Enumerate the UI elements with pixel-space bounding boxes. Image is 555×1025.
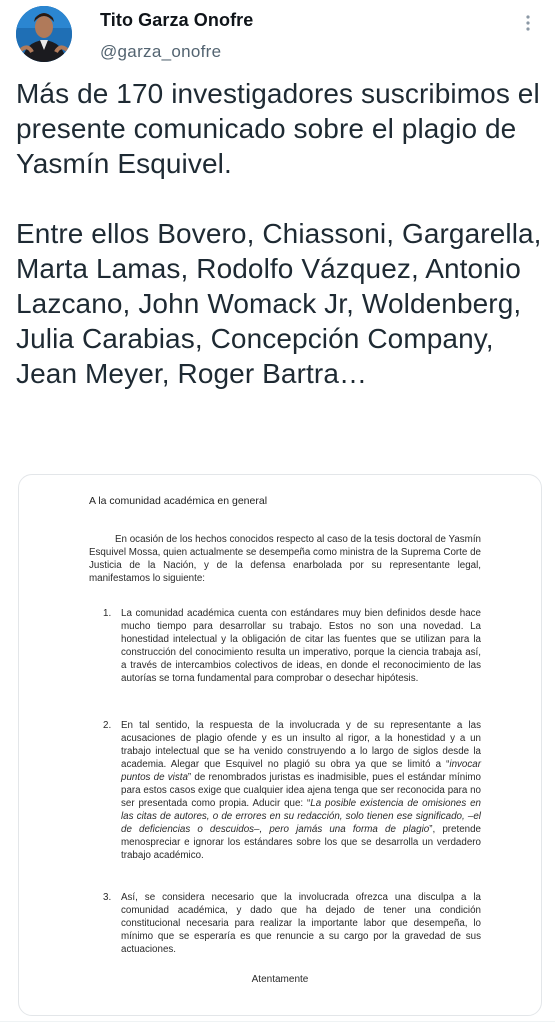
avatar-photo: [16, 6, 72, 62]
item-text: La comunidad académica cuenta con estándares muy bien definidos desde hace mucho tiempo para desarrollar su trabajo. Estos no son una novedad. La honestidad intelectual y la obligación de citar las fuentes que se utilizan para la construcción del conocimiento resulta un imperativo, porque la ciencia trabaja así, a través de intercambios colectivos de ideas, en donde el reconocimiento de las autorías se torna fundamental para comprobar o desechar hipótesis.: [121, 608, 481, 684]
item-number: 3.: [103, 892, 112, 903]
document-item: [89, 607, 481, 685]
item-number: 2.: [103, 720, 112, 731]
document-scan: [19, 475, 541, 1015]
avatar[interactable]: [16, 6, 72, 62]
item-text: En tal sentido, la respuesta de la involucrada y de su representante a las acusaciones de plagio ofende y es un insulto al rigor, a la honestidad y a un trabajo intelectual que se ha venido construyendo a lo largo de siglos desde la academia. Alegar que Esquivel no plagió su obra ya que se limitó a “invocar puntos de vista” de renombrados juristas es inadmisible, pues el estándar mínimo para estos casos exige que cualquier idea ajena tenga que ser reconocida para no ser presentada como propia. Aducir que: “La posible existencia de omisiones en las citas de autores, o de errores en su redacción, solo tienen ese significado, –el de deficiencias o descuidos–, pero jamás una forma de plagio”, pretende menospreciar e ignorar los estándares sobre los que se desarrolla un verdadero trabajo académico.: [121, 720, 481, 861]
document-heading: A la comunidad académica en general: [89, 495, 268, 507]
divider: [0, 1021, 555, 1022]
document-intro: En ocasión de los hechos conocidos respecto al caso de la tesis doctoral de Yasmín Esquivel Mossa, quien actualmente se desempeña como ministra de la Suprema Corte de Justicia de la Nación, y de la defensa enarbolada por su representante legal, manifestamos lo siguiente:: [89, 534, 481, 584]
item-text: Así, se considera necesario que la involucrada ofrezca una disculpa a la comunidad académica, y dado que ha dejado de tener una condición constitucional necesaria para realizar la importante labor que desempeña, lo mínimo que se esperaría es que renuncie a su cargo por la gravedad de sus actuaciones.: [121, 892, 481, 955]
tweet-paragraph: Más de 170 investigadores suscribimos el presente comunicado sobre el plagio de Yasmín Esquivel.: [16, 78, 540, 179]
more-horizontal-icon[interactable]: [518, 12, 538, 34]
item-number: 1.: [103, 608, 112, 619]
author-handle[interactable]: @garza_onofre: [100, 42, 222, 61]
document-item: [89, 719, 481, 862]
author-name[interactable]: Tito Garza Onofre: [100, 10, 254, 30]
document-closing: Atentamente: [251, 974, 309, 985]
tweet-paragraph: Entre ellos Bovero, Chiassoni, Gargarella, Marta Lamas, Rodolfo Vázquez, Antonio Lazcano, John Womack Jr, Woldenberg, Julia Carabias, Concepción Company, Jean Meyer, Roger Bartra…: [16, 218, 542, 389]
attached-image[interactable]: [18, 474, 542, 1016]
tweet-text: [16, 76, 546, 391]
document-item: [89, 891, 481, 956]
